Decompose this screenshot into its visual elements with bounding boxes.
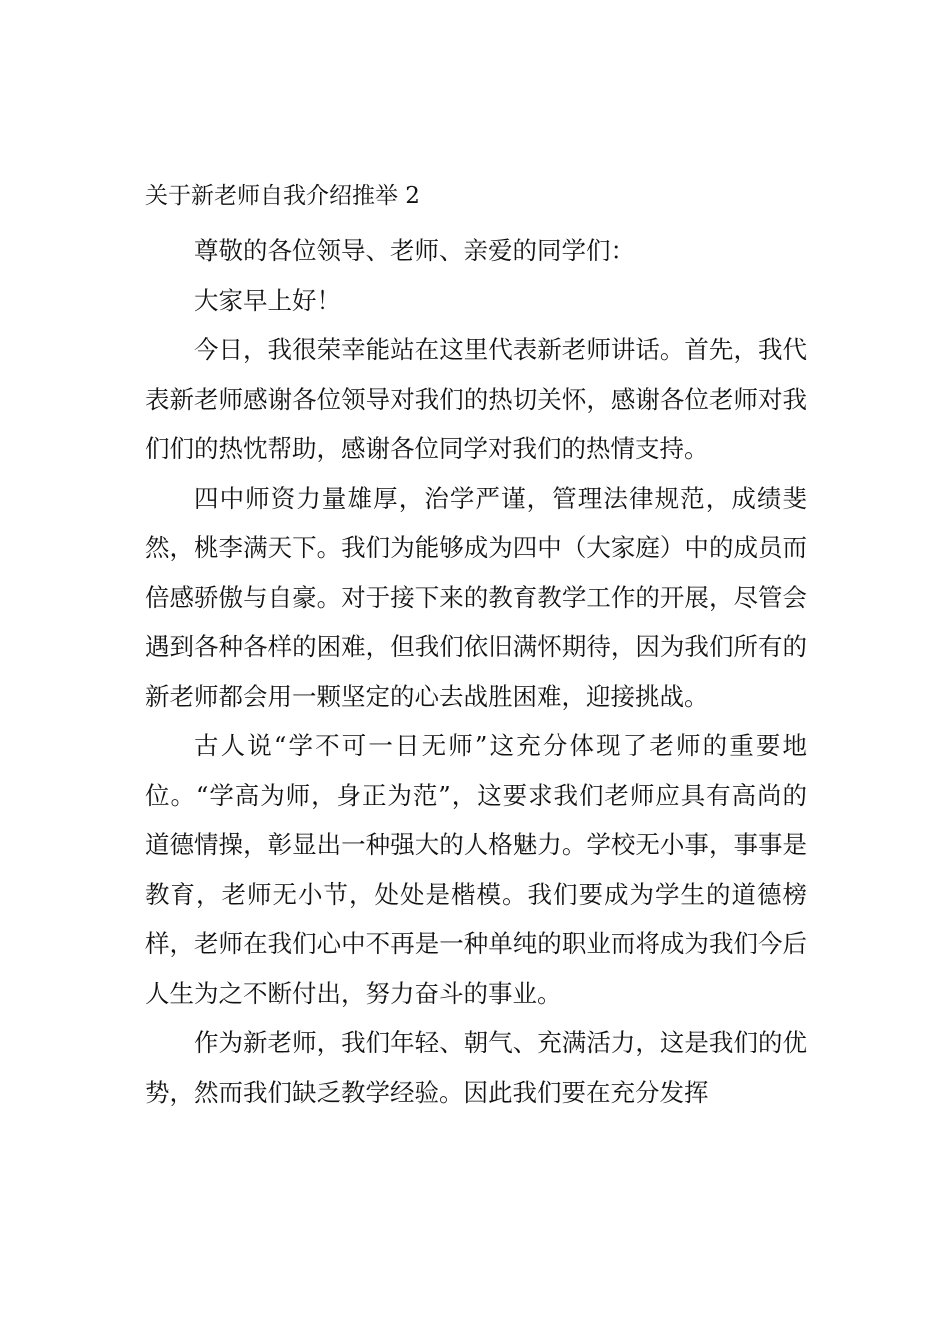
salutation: 尊敬的各位领导、老师、亲爱的同学们：: [194, 236, 635, 265]
document-body: [145, 180, 807, 1117]
paragraph: 今日，我很荣幸能站在这里代表新老师讲话。首先，我代表新老师感谢各位领导对我们的热切关怀，感谢各位老师对我们们的热忱帮助，感谢各位同学对我们的热情支持。: [145, 335, 807, 463]
greeting: 大家早上好！: [194, 285, 341, 315]
document-title: 关于新老师自我介绍推举 2: [145, 183, 420, 209]
paragraph: 作为新老师，我们年轻、朝气、充满活力，这是我们的优势，然而我们缺乏教学经验。因此我们要在充分发挥: [145, 1028, 807, 1107]
paragraph: 四中师资力量雄厚，治学严谨，管理法律规范，成绩斐然，桃李满天下。我们为能够成为四中（大家庭）中的成员而倍感骄傲与自豪。对于接下来的教育教学工作的开展，尽管会遇到各种各样的困难，但我们依旧满怀期待，因为我们所有的新老师都会用一颗坚定的心去战胜困难，迎接挑战。: [145, 483, 807, 711]
paragraph: 古人说“学不可一日无师”这充分体现了老师的重要地位。“学高为师，身正为范”，这要求我们老师应具有高尚的道德情操，彰显出一种强大的人格魅力。学校无小事，事事是教育，老师无小节，处处是楷模。我们要成为学生的道德榜样，老师在我们心中不再是一种单纯的职业而将成为我们今后人生为之不断付出，努力奋斗的事业。: [145, 731, 807, 1008]
